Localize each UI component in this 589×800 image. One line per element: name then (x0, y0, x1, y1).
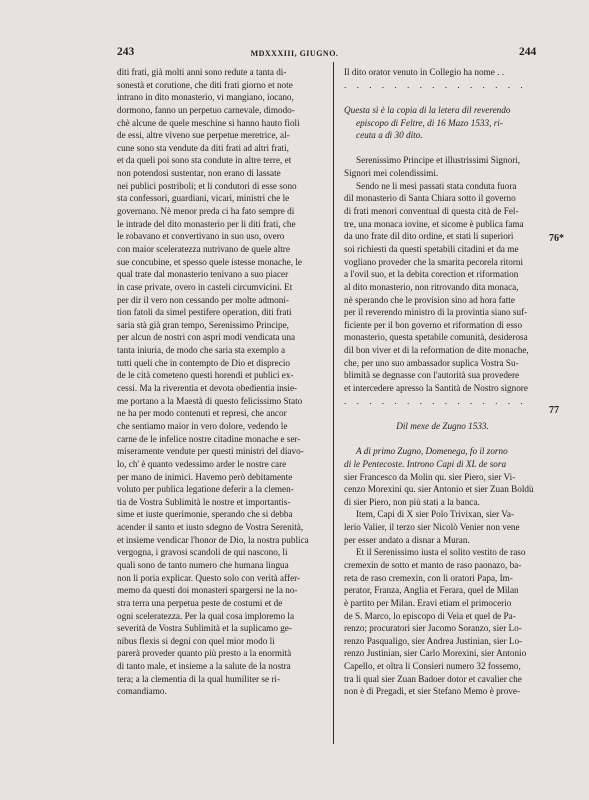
entry-line: di sier Piero, non più stati a la banca. (344, 496, 480, 507)
text-line: ne ha per modo contenuti et represi, che ancor (117, 408, 287, 419)
text-line: per mano de inimici. Havemo però debitamente (117, 471, 293, 482)
margin-note: 77 (549, 405, 559, 416)
heading-line: Questa sì è la copia di la letera dil reverendo (344, 104, 511, 115)
text-line: per dir il vero non cessando per molte admoni- (117, 294, 289, 305)
text-line: dormono, fanno un perpetuo carnevale, dimodo- (117, 104, 295, 115)
letter-line: ficiente per il bon governo et riformation di esso (344, 319, 523, 330)
entry-line: di le Pentecoste. Introno Capi di XL de sora (344, 458, 507, 469)
letter-line: di frati menori conventual di questa cità de Fel- (344, 206, 519, 217)
text-line: stra terra una perpetua peste de costumi et de (117, 597, 283, 608)
entry-line: de S. Marco, lo episcopo di Veia et quel de Pa- (344, 610, 516, 621)
letter-line: che, per uno suo ambassador suplica Vostra Su- (344, 357, 519, 368)
letter-line: per il reverendo ministro di la provintia siano suf- (344, 307, 528, 318)
text-line: miseramente vendute per questi ministri del diavo- (117, 446, 304, 457)
text-line: parerà proveder quanto più presto a la enormità (117, 648, 292, 659)
text-line: memo da questi doi monasteri spargersi ne la no- (117, 585, 298, 596)
letter-line: monasterio, questa spetabile comunità, desiderosa (344, 332, 528, 343)
letter-line: dil monasterio di Santa Chiara sotto il governo (344, 193, 516, 204)
text-line: cessi. Ma la riverentia et devota obedientia insie- (117, 383, 298, 394)
text-line: intrano in dito monasterio, vi mangiano, iocano, (117, 92, 294, 103)
letter-body (344, 154, 541, 394)
entry-line: renzo; procuratori sier Jacomo Soranzo, sier Lo- (344, 623, 522, 634)
text-line: ogni sceleratezza. Per la qual cosa imploremo la (117, 610, 295, 621)
entry-line: Et il Serenissimo iusta el solito vestito de raso (356, 547, 526, 558)
letter-line: Serenissimo Principe et illustrissimi Signori, (356, 155, 521, 166)
entry-line: non è di Pregadi, et sier Stefano Memo è prove- (344, 686, 521, 697)
text-line: non li poria explicar. Questo solo con verità affer- (117, 572, 301, 583)
opening-line: Il dito orator venuto in Collegio ha nome . . (344, 67, 504, 77)
letter-line: da uno frate dil dito ordine, et stati li superiori (344, 231, 514, 242)
text-line: con maior sceleratezza nutrivano de quele altre (117, 243, 290, 254)
text-line: tion fatoli da simel pestifere operation, diti frati (117, 307, 292, 318)
text-line: et da queli poi sono sta condute in altre terre, et (117, 155, 292, 166)
ellipsis-row: . . . . . . . . . . . . . . . (344, 79, 527, 90)
entry-line: cremexin de sotto et manto de raso paonazo, ba- (344, 559, 522, 570)
letter-line: blimità se degnasse con l'autorità sua provedere (344, 370, 520, 381)
text-line: sue concubine, et spesso quele istesse monache, le (117, 256, 302, 267)
text-line: in case private, overo in casteli circumvicini. Et (117, 281, 293, 292)
right-page-number: 244 (519, 46, 537, 58)
letter-line: dil bon viver et di la reformation de dite monache, (344, 345, 529, 356)
text-line: di tanto male, et insieme a la salute de la nostra (117, 661, 291, 672)
entry-line: renzo Pasqualigo, sier Andrea Justinian, sier Lo- (344, 635, 523, 646)
entries-body (344, 445, 541, 698)
text-line: sonestà et corutione, che diti frati giorno et note (117, 79, 293, 90)
entry-line: A dì primo Zugno, Domenega, fo il zorno (356, 446, 508, 457)
entry-line: Item, Capi di X sier Polo Trivixan, sier Va- (356, 509, 515, 520)
text-line: carne de le infelice nostre citadine monache e ser- (117, 433, 301, 444)
text-line: voluto per publica legatione deferir a la clemen- (117, 484, 294, 495)
entry-line: renzo Justinian, sier Carlo Morexini, sier Antonio (344, 648, 527, 659)
entry-line: tra li qual sier Zuan Badoer dotor et cavalier che (344, 673, 522, 684)
text-line: sime et iuste querimonie, sperando che si debba (117, 509, 293, 520)
text-line: de le cità cometeno questi horendi et publici ex- (117, 370, 294, 381)
letter-line: soi richiesti da questi spetabili citadini et da me (344, 243, 519, 254)
text-line: tera; a la clementia di la qual humiliter se ri- (117, 673, 281, 684)
heading-line: ceuta a dì 30 dito. (356, 130, 423, 141)
text-line: governano. Nè menor preda ci ha fato sempre di (117, 206, 295, 217)
text-line: le intrade del dito monasterio per li diti frati, che (117, 218, 296, 229)
section-heading: Dil mexe de Zugno 1533. (396, 420, 489, 431)
letter-line: al dito monasterio, non ritrovando dita monaca, (344, 281, 519, 292)
entry-line: cenzo Morexini qu. sier Antonio et sier Zuan Boldù (344, 484, 534, 495)
letter-line: a l'ovil suo, et la debita corection et riformation (344, 269, 519, 280)
text-line: sta confessori, guardiani, vicari, ministri che le (117, 193, 290, 204)
text-line: per alcun de nostri con aspri modi vendicata una (117, 332, 296, 343)
column-divider (333, 62, 334, 744)
running-title: MDXXXIII, GIUGNO. (250, 49, 339, 58)
text-line: che sentiamo maior in vero dolore, vedendo le (117, 420, 288, 431)
text-line: tanta iniuria, de modo che saria sta exemplo a (117, 345, 286, 356)
entry-line: lerio Valier, il terzo sier Nicolò Venier non vene (344, 522, 520, 533)
entry-line: Capello, et oltra li Consieri numero 32 fossemo, (344, 661, 521, 672)
right-column (344, 66, 541, 698)
text-line: chè alcune de quele meschine si hanno hauto fioli (117, 117, 300, 128)
margin-note: 76* (549, 233, 564, 244)
letter-heading (344, 104, 541, 142)
text-line: nei publici postriboli; et li condutori di esse sono (117, 180, 297, 191)
letter-line: Signori mei colendissimi. (344, 168, 439, 179)
entry-line: reta de raso cremexin, con li oratori Papa, Im- (344, 572, 513, 583)
text-line: non potendosi sustentar, non erano di lassate (117, 168, 281, 179)
text-line: qual trate dal monasterio tenivano a suo piacer (117, 269, 289, 280)
entry-line: sier Francesco da Molin qu. sier Piero, sier Vi- (344, 471, 516, 482)
letter-line: tre, una monaca iovine, et sicome è publica fama (344, 218, 524, 229)
text-line: de essi, altre viveno sue perpetue meretrice, al- (117, 130, 290, 141)
entry-line: perator, Franza, Anglia et Ferara, quel de Milan (344, 585, 519, 596)
text-line: nibus flexis si degni con quel mior modo li (117, 635, 275, 646)
letter-line: nè sperando che le provision sino ad hora fatte (344, 294, 515, 305)
text-line: quali sono de tanto numero che humana lingua (117, 559, 289, 570)
text-line: le robavano et convertivano in suo uso, overo (117, 231, 285, 242)
letter-line: vogliano proveder che la smarita pecorela ritorni (344, 256, 524, 267)
ellipsis-row: . . . . . . . . . . . . . . . (344, 395, 527, 406)
letter-line: et intercedere apresso la Santità de Nostro signore (344, 383, 528, 394)
heading-line: episcopo di Feltre, di 16 Mazo 1533, ri- (356, 117, 503, 128)
text-line: vergogna, i gravosi scandoli de qui nascono, li (117, 547, 288, 558)
text-line: acender il santo et iusto sdegno de Vostra Serenità, (117, 522, 304, 533)
letter-line: Sendo ne li mesi passati stata conduta fuora (356, 180, 517, 191)
left-column (117, 66, 323, 698)
text-line: severità de Vostra Sublimità et la suplicamo ge- (117, 623, 292, 634)
text-line: tutti queli che in contempto de Dio et disprecio (117, 357, 290, 368)
text-line: diti frati, già molti anni sono redute a tanta di- (117, 67, 287, 77)
entry-line: per esser andato a disnar a Muran. (344, 534, 470, 545)
left-page-number: 243 (117, 46, 135, 58)
text-line: et insieme vendicar l'honor de Dio, la nostra publica (117, 534, 309, 545)
entry-line: è partito per Milan. Eravi etiam el primocerio (344, 597, 512, 608)
text-line: cune sono sta vendute da diti frati ad altri frati, (117, 142, 289, 153)
text-line: saria stà già gran tempo, Serenissimo Principe, (117, 319, 289, 330)
text-line: lo, ch' è quanto vedessimo arder le nostre care (117, 458, 287, 469)
text-line: comandiamo. (117, 686, 167, 697)
text-line: me portano a la Maestà di questo felicissimo Stato (117, 395, 303, 406)
text-line: tia de Vostra Sublimità le nostre et importantis- (117, 496, 291, 507)
